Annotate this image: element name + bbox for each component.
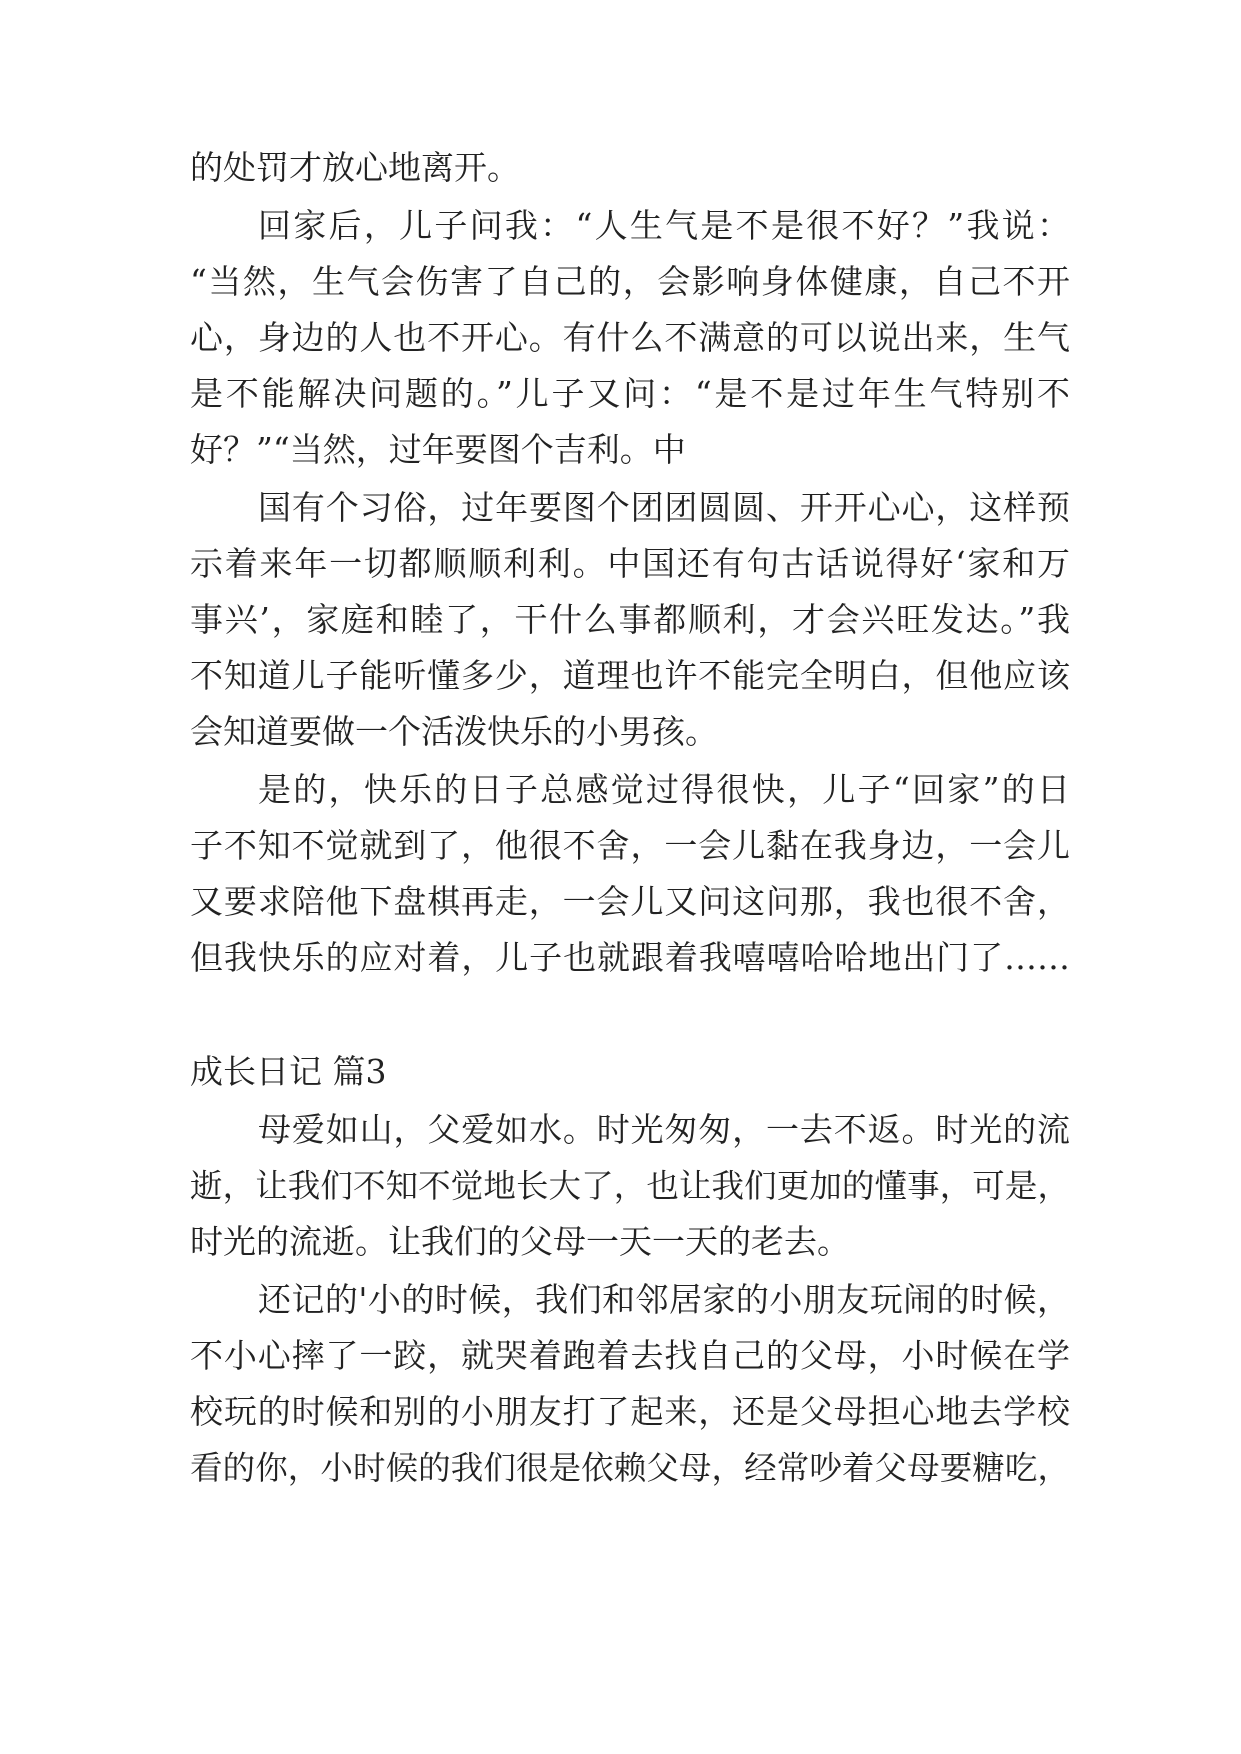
paragraph-line: 的处罚才放心地离开。 [190,148,520,187]
paragraph-line: 不小心摔了一跤，就哭着跑着去找自己的父母，小时候在学 [190,1336,1070,1375]
paragraph-line: 母爱如山，父爱如水。时光匆匆，一去不返。时光的流 [258,1110,1070,1149]
paragraph-line: “当然，生气会伤害了自己的，会影响身体健康，自己不开 [190,262,1070,301]
paragraph-line: 好？”“当然，过年要图个吉利。中 [190,430,686,469]
paragraph-line: 国有个习俗，过年要图个团团圆圆、开开心心，这样预 [258,488,1070,527]
paragraph-line: 回家后，儿子问我：“人生气是不是很不好？”我说： [258,206,1070,245]
paragraph-line: 示着来年一切都顺顺利利。中国还有句古话说得好‘家和万 [190,544,1070,583]
paragraph-line: 是的，快乐的日子总感觉过得很快，儿子“回家”的日 [258,770,1070,809]
paragraph-line: 会知道要做一个活泼快乐的小男孩。 [190,712,718,751]
paragraph-line: 看的你，小时候的我们很是依赖父母，经常吵着父母要糖吃， [190,1449,1070,1487]
paragraph-line: 子不知不觉就到了，他很不舍，一会儿黏在我身边，一会儿 [190,826,1070,865]
paragraph-line: 时光的流逝。让我们的父母一天一天的老去。 [190,1222,850,1261]
paragraph-line: 心，身边的人也不开心。有什么不满意的可以说出来，生气 [190,318,1070,357]
paragraph-line: 逝，让我们不知不觉地长大了，也让我们更加的懂事，可是， [190,1167,1070,1205]
paragraph-line: 不知道儿子能听懂多少，道理也许不能完全明白，但他应该 [190,656,1070,695]
paragraph-line: 但我快乐的应对着，儿子也就跟着我嘻嘻哈哈地出门了…… [190,938,1070,977]
paragraph-line: 还记的'小的时候，我们和邻居家的小朋友玩闹的时候， [258,1280,1070,1319]
paragraph-line: 校玩的时候和别的小朋友打了起来，还是父母担心地去学校 [190,1392,1070,1431]
paragraph-line: 是不能解决问题的。”儿子又问：“是不是过年生气特别不 [190,374,1070,413]
paragraph-line: 事兴’，家庭和睦了，干什么事都顺利，才会兴旺发达。”我 [190,600,1070,639]
section-heading: 成长日记 篇3 [190,1052,387,1091]
paragraph-line: 又要求陪他下盘棋再走，一会儿又问这问那，我也很不舍， [190,882,1070,921]
